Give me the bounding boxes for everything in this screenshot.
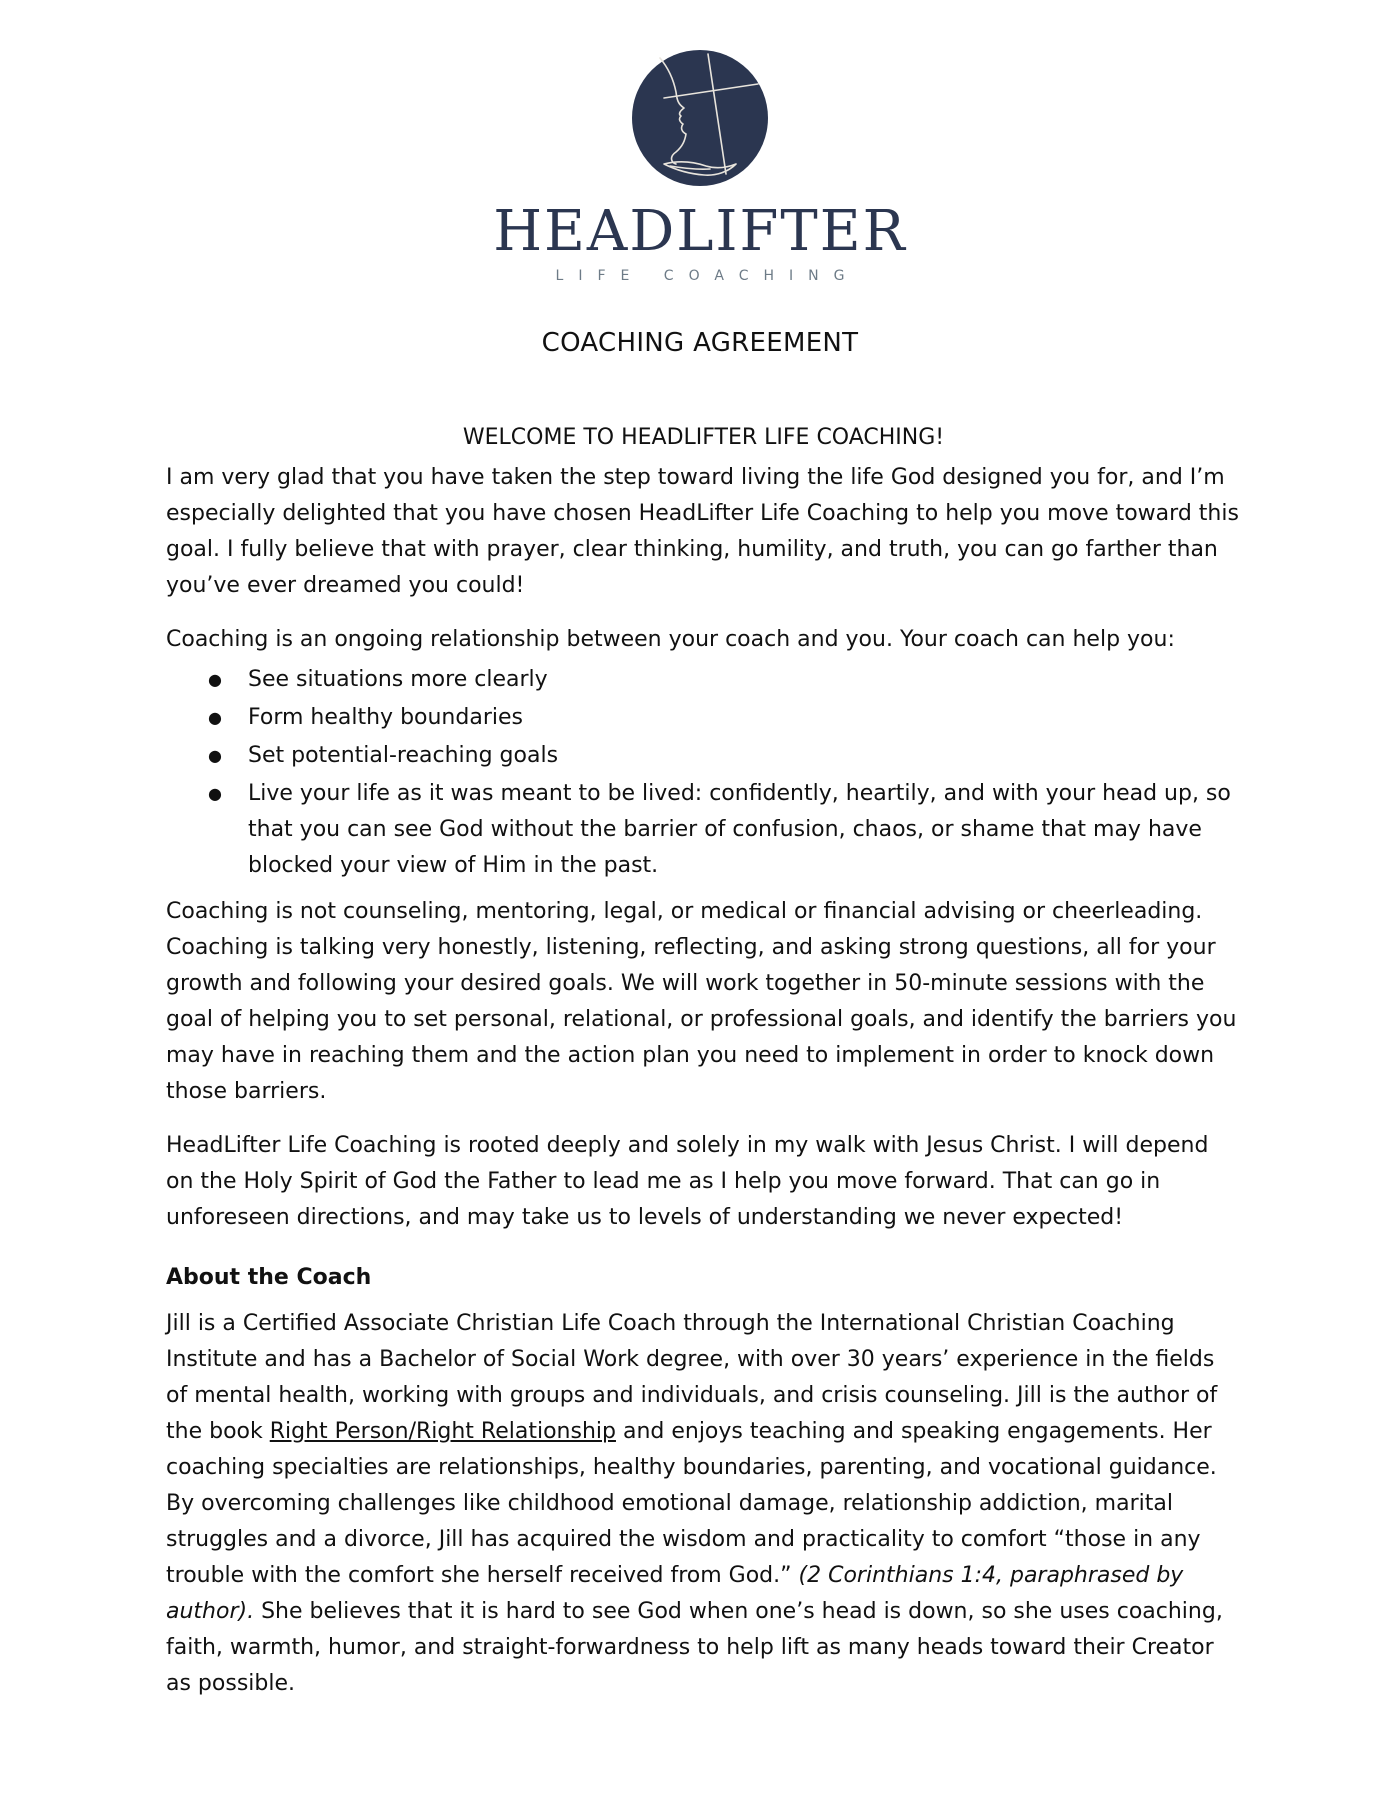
list-item: ● Set potential-reaching goals bbox=[248, 738, 1241, 774]
about-text-3: She believes that it is hard to see God when one’s head is down, so she uses coaching, faith, warmth, humor, and straight-forwardness to help lift as many heads toward their Creator as possible. bbox=[166, 1599, 1223, 1696]
not-counseling-paragraph: Coaching is not counseling, mentoring, legal, or medical or financial advising or cheerleading. Coaching is talking very honestly, listening, reflecting, and asking strong questions, all for your growth and following your desired goals. We will work together in 50-minute sessions with the goal of helping you to set personal, relational, or professional goals, and identify the barriers you may have in reaching them and the action plan you need to implement in order to knock down those barriers. bbox=[166, 899, 1237, 1104]
list-item: ● Form healthy boundaries bbox=[248, 700, 1241, 736]
list-item: ● See situations more clearly bbox=[248, 662, 1241, 698]
logo bbox=[0, 48, 1400, 284]
list-item: ● Live your life as it was meant to be lived: confidently, heartily, and with your head up, so that you can see God without the barrier of confusion, chaos, or shame that may have blocked your view of Him in the past. bbox=[248, 776, 1241, 884]
about-paragraph bbox=[166, 1306, 1241, 1702]
scripture-citation: (2 Corinthians 1:4, paraphrased by author). bbox=[166, 1563, 1184, 1624]
about-heading: About the Coach bbox=[166, 1265, 372, 1290]
brand-tagline: LIFE COACHING bbox=[555, 268, 860, 284]
benefits-list bbox=[166, 662, 1241, 884]
intro-paragraph: I am very glad that you have taken the step toward living the life God designed you for, and I’m especially delighted that you have chosen HeadLifter Life Coaching to help you move toward this goal. I fully believe that with prayer, clear thinking, humility, and truth, you can go farther than you’ve ever dreamed you could! bbox=[166, 465, 1239, 598]
document-body bbox=[166, 420, 1241, 1720]
brand-wordmark: HEADLIFTER bbox=[493, 199, 907, 264]
rooted-paragraph: HeadLifter Life Coaching is rooted deeply and solely in my walk with Jesus Christ. I will depend on the Holy Spirit of God the Father to lead me as I help you move forward. That can go in unforeseen directions, and may take us to levels of understanding we never expected! bbox=[166, 1133, 1209, 1230]
about-text-2: and enjoys teaching and speaking engagements. Her coaching specialties are relationships, healthy boundaries, parenting, and vocational guidance. By overcoming challenges like childhood emotional damage, relationship addiction, marital struggles and a divorce, Jill has acquired the wisdom and practicality to comfort “those in any trouble with the comfort she herself received from God.” bbox=[166, 1419, 1217, 1588]
book-title: Right Person/Right Relationship bbox=[269, 1419, 616, 1444]
welcome-heading: WELCOME TO HEADLIFTER LIFE COACHING! bbox=[462, 425, 945, 450]
about-text-1: Jill is a Certified Associate Christian Life Coach through the International Christian Coaching Institute and has a Bachelor of Social Work degree, with over 30 years’ experience in the fields of mental health, working with groups and individuals, and crisis counseling. Jill is the author of the book bbox=[166, 1311, 1218, 1444]
document-title: COACHING AGREEMENT bbox=[541, 328, 859, 358]
coaching-lead-paragraph: Coaching is an ongoing relationship between your coach and you. Your coach can help you: bbox=[166, 627, 1175, 652]
head-profile-with-cross-and-hand-icon bbox=[630, 48, 770, 188]
